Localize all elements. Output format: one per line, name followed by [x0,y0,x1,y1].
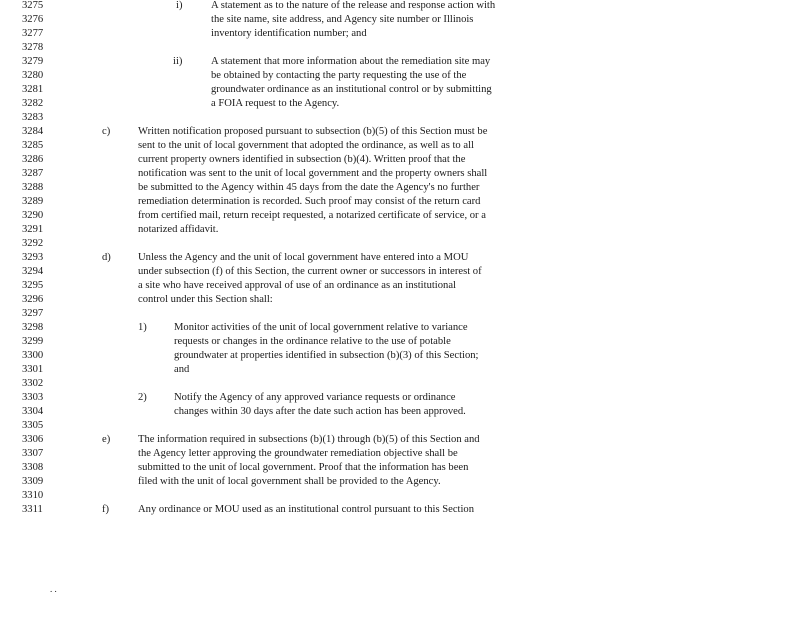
text-line: under subsection (f) of this Section, the current owner or successors in interest of [138,266,482,277]
line-number: 3311 [22,504,43,515]
subsection-marker-c: c) [102,126,111,137]
text-line: notarized affidavit. [138,224,219,235]
text-line: be submitted to the Agency within 45 days from the date the Agency's no further [138,182,480,193]
line-number: 3309 [22,476,44,487]
line-number: 3305 [22,420,44,431]
line-number: 3294 [22,266,44,277]
text-line: Any ordinance or MOU used as an institutional control pursuant to this Section [138,504,475,515]
text-line: submitted to the unit of local government. Proof that the information has been [138,462,469,473]
text-line: and [174,364,190,375]
text-line: the site name, site address, and Agency site number or Illinois [211,14,474,25]
line-number: 3290 [22,210,44,221]
line-number: 3279 [22,56,44,67]
text-line: groundwater ordinance as an institutional control or by submitting [211,84,492,95]
line-number: 3295 [22,280,44,291]
line-number: 3301 [22,364,44,375]
line-number: 3282 [22,98,44,109]
line-number: 3310 [22,490,44,501]
text-line: The information required in subsections (b)(1) through (b)(5) of this Section and [138,434,480,445]
line-number: 3297 [22,308,44,319]
line-number: 3298 [22,322,44,333]
text-line: current property owners identified in subsection (b)(4). Written proof that the [138,154,466,165]
line-number: 3285 [22,140,44,151]
line-number: 3300 [22,350,44,361]
text-line: notification was sent to the unit of local government and the property owners shall [138,168,488,179]
subsection-marker-d: d) [102,252,111,263]
text-line: the Agency letter approving the groundwater remediation objective shall be [138,448,458,459]
text-line: Notify the Agency of any approved variance requests or ordinance [174,392,456,403]
line-number: 3304 [22,406,44,417]
line-number: 3308 [22,462,44,473]
line-number: 3286 [22,154,44,165]
text-line: from certified mail, return receipt requested, a notarized certificate of service, or a [138,210,486,221]
line-number: 3288 [22,182,44,193]
line-number: 3276 [22,14,44,25]
text-line: A statement as to the nature of the release and response action with [211,0,496,11]
footer-mark: . . [50,584,57,594]
text-line: sent to the unit of local government that adopted the ordinance, as well as to all [138,140,474,151]
text-line: be obtained by contacting the party requesting the use of the [211,70,467,81]
text-line: filed with the unit of local government shall be provided to the Agency. [138,476,441,487]
text-line: A statement that more information about the remediation site may [211,56,491,67]
line-number: 3296 [22,294,44,305]
line-number: 3278 [22,42,44,53]
line-number: 3280 [22,70,44,81]
text-line: Written notification proposed pursuant to subsection (b)(5) of this Section must be [138,126,488,137]
line-number: 3283 [22,112,44,123]
text-line: requests or changes in the ordinance relative to the use of potable [174,336,451,347]
line-number: 3275 [22,0,44,11]
item-marker-i: i) [176,0,183,11]
text-line: Unless the Agency and the unit of local government have entered into a MOU [138,252,469,263]
line-number: 3284 [22,126,44,137]
text-line: inventory identification number; and [211,28,367,39]
item-marker-ii: ii) [173,56,183,67]
line-number: 3302 [22,378,44,389]
text-line: a FOIA request to the Agency. [211,98,340,109]
text-line: groundwater at properties identified in subsection (b)(3) of this Section; [174,350,479,361]
subsection-marker-f: f) [102,504,110,515]
item-marker-1: 1) [138,322,147,333]
line-number: 3292 [22,238,44,249]
line-number: 3281 [22,84,44,95]
line-number: 3307 [22,448,44,459]
line-number: 3303 [22,392,44,403]
text-line: Monitor activities of the unit of local government relative to variance [174,322,468,333]
line-number: 3293 [22,252,44,263]
line-number: 3277 [22,28,44,39]
line-number: 3299 [22,336,44,347]
text-line: changes within 30 days after the date such action has been approved. [174,406,466,417]
text-line: control under this Section shall: [138,294,273,305]
text-line: a site who have received approval of use of an ordinance as an institutional [138,280,456,291]
subsection-marker-e: e) [102,434,111,445]
text-line: remediation determination is recorded. Such proof may consist of the return card [138,196,481,207]
item-marker-2: 2) [138,392,147,403]
line-number: 3287 [22,168,44,179]
line-number: 3291 [22,224,44,235]
line-number: 3306 [22,434,44,445]
line-number: 3289 [22,196,44,207]
